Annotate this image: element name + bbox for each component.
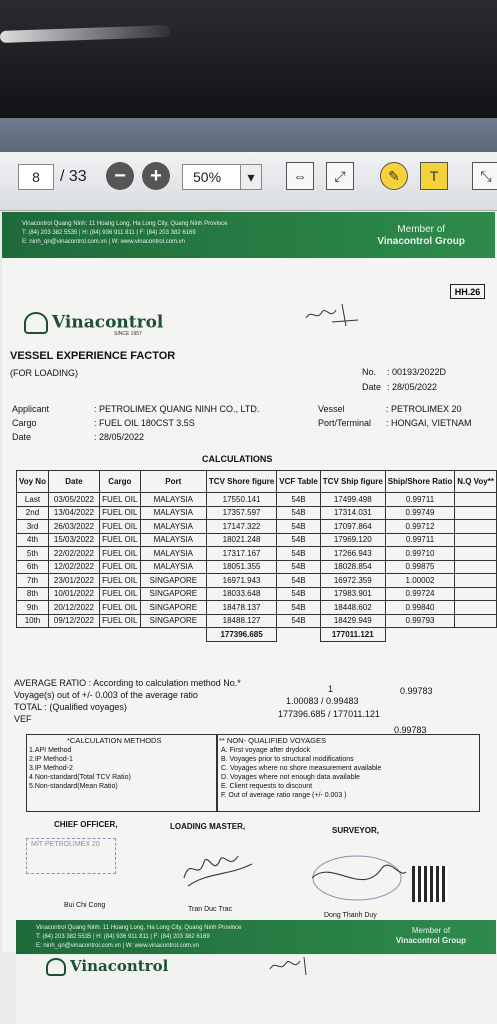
table-cell: FUEL OIL — [99, 520, 140, 534]
calculations-table — [16, 470, 497, 642]
table-cell: 54B — [277, 533, 321, 547]
table-row — [17, 614, 497, 628]
total-ship-cell: 177011.121 — [320, 628, 385, 642]
table-cell: 0.99711 — [385, 533, 454, 547]
table-cell: FUEL OIL — [99, 587, 140, 601]
vef-label: VEF — [14, 714, 32, 724]
loading-master-label: LOADING MASTER, — [170, 822, 246, 831]
table-cell: 0.99749 — [385, 506, 454, 520]
table-cell: 18488.127 — [206, 614, 276, 628]
table-cell — [455, 587, 497, 601]
table-cell: 16971.943 — [206, 574, 276, 588]
table-cell: SINGAPORE — [140, 587, 206, 601]
header-address: Vinacontrol Quang Ninh: 11 Hoang Long, Ha Long City, Quang Ninh Province — [22, 221, 228, 227]
calculation-methods-box — [26, 734, 218, 812]
expand-icon: ⤡ — [480, 167, 492, 184]
table-cell: 16972.359 — [320, 574, 385, 588]
table-cell: MALAYSIA — [140, 506, 206, 520]
no-value: : 00193/2022D — [387, 367, 447, 377]
table-row — [17, 533, 497, 547]
table-cell: 12/02/2022 — [48, 560, 99, 574]
highlight-button[interactable] — [420, 162, 448, 190]
logo-emblem-icon — [24, 312, 48, 334]
table-cell: FUEL OIL — [99, 574, 140, 588]
table-cell: 18051.355 — [206, 560, 276, 574]
table-cell: 17499.498 — [320, 493, 385, 507]
fit-page-icon: ⇔ — [293, 168, 307, 184]
table-cell — [455, 614, 497, 628]
vinacontrol-logo: Vinacontrol — [24, 312, 163, 334]
footer-member-group: Vinacontrol Group — [395, 936, 466, 945]
table-cell: FUEL OIL — [99, 493, 140, 507]
nonqual-item: B. Voyages prior to structural modifications — [221, 756, 354, 763]
average-method-no: 1 — [328, 684, 334, 694]
method-item: 3.IP Method-2 — [29, 765, 73, 772]
table-cell: FUEL OIL — [99, 506, 140, 520]
table-cell: 17983.901 — [320, 587, 385, 601]
total-shore-cell: 177396.685 — [206, 628, 276, 642]
surveyor-label: SURVEYOR, — [332, 826, 379, 835]
table-cell: FUEL OIL — [99, 614, 140, 628]
method-item: 2.IP Method-1 — [29, 756, 73, 763]
table-cell: 8th — [17, 587, 49, 601]
table-cell: Last — [17, 493, 49, 507]
table-cell: 0.99724 — [385, 587, 454, 601]
method-item: 4.Non-standard(Total TCV Ratio) — [29, 774, 131, 781]
document-code: HH.26 — [450, 284, 485, 299]
minus-icon: − — [114, 164, 126, 187]
table-cell: 22/02/2022 — [48, 547, 99, 561]
table-cell — [48, 628, 99, 642]
table-cell: 9th — [17, 601, 49, 615]
table-cell: 54B — [277, 601, 321, 615]
method-item: 1.API Method — [29, 747, 72, 754]
table-total-row — [17, 628, 497, 642]
text-highlight-icon: T — [429, 168, 439, 184]
column-header: Port — [140, 471, 206, 493]
total-value: 177396.685 / 177011.121 — [278, 709, 380, 719]
cargo-label: Cargo — [12, 418, 37, 428]
table-cell: 7th — [17, 574, 49, 588]
methods-title: *CALCULATION METHODS — [67, 736, 162, 745]
table-cell: 17969.120 — [320, 533, 385, 547]
table-cell: 0.99840 — [385, 601, 454, 615]
port-value: : HONGAI, VIETNAM — [386, 418, 472, 428]
chevron-down-icon: ▾ — [247, 168, 255, 185]
table-cell — [455, 493, 497, 507]
table-cell: 03/05/2022 — [48, 493, 99, 507]
table-cell: 18478.137 — [206, 601, 276, 615]
table-cell: 5th — [17, 547, 49, 561]
nonqual-item: E. Client requests to discount — [221, 783, 313, 790]
comment-icon: ✎ — [388, 167, 400, 184]
table-cell: 17266.943 — [320, 547, 385, 561]
page2-vinacontrol-logo: Vinacontrol — [46, 957, 168, 976]
cargo-value: : FUEL OIL 180CST 3.5S — [94, 418, 195, 428]
table-cell: FUEL OIL — [99, 560, 140, 574]
table-cell: MALAYSIA — [140, 493, 206, 507]
monitor-bezel — [0, 0, 497, 120]
plus-icon: + — [150, 164, 162, 187]
table-cell — [140, 628, 206, 642]
table-cell: 0.99875 — [385, 560, 454, 574]
qr-code-icon — [412, 866, 448, 902]
table-cell: FUEL OIL — [99, 547, 140, 561]
table-cell: 18448.602 — [320, 601, 385, 615]
applicant-value: : PETROLIMEX QUANG NINH CO., LTD. — [94, 404, 260, 414]
chief-officer-name: Bui Chi Cong — [64, 902, 106, 909]
fit-width-button[interactable] — [326, 162, 354, 190]
header-phone: T: (84) 203 382 5535 | H: (84) 936 911 811 | F: (84) 203 382 6169 — [22, 230, 196, 236]
nonqual-title: ** NON- QUALIFIED VOYAGES — [219, 736, 326, 745]
table-cell: 54B — [277, 506, 321, 520]
table-cell: 10th — [17, 614, 49, 628]
date2-label: Date — [12, 432, 32, 442]
table-cell: 54B — [277, 587, 321, 601]
document-title: VESSEL EXPERIENCE FACTOR — [10, 350, 176, 362]
table-cell: 2nd — [17, 506, 49, 520]
column-header: VCF Table — [277, 471, 321, 493]
table-cell: MALAYSIA — [140, 520, 206, 534]
table-cell — [455, 506, 497, 520]
table-cell: 4th — [17, 533, 49, 547]
table-cell — [455, 560, 497, 574]
pdf-toolbar — [0, 152, 497, 211]
table-cell — [17, 628, 49, 642]
table-cell — [99, 628, 140, 642]
no-label: No. — [362, 367, 377, 377]
table-cell: 54B — [277, 560, 321, 574]
table-cell: 23/01/2022 — [48, 574, 99, 588]
header-green-bar — [2, 212, 495, 258]
table-cell: 17314.031 — [320, 506, 385, 520]
average-ratio-label: AVERAGE RATIO : According to calculation method No.* — [14, 678, 241, 688]
column-header: Voy No — [17, 471, 49, 493]
table-cell — [455, 533, 497, 547]
table-row — [17, 493, 497, 507]
page2-logo-emblem-icon — [46, 958, 66, 976]
column-header: Ship/Shore Ratio — [385, 471, 454, 493]
table-cell: SINGAPORE — [140, 601, 206, 615]
nonqual-item: C. Voyages where no shore measurement available — [221, 765, 382, 772]
column-header: Cargo — [99, 471, 140, 493]
table-cell: 0.99712 — [385, 520, 454, 534]
table-cell: 18028.854 — [320, 560, 385, 574]
table-cell: 10/01/2022 — [48, 587, 99, 601]
surveyor-name: Dong Thanh Duy — [324, 912, 377, 919]
page2-initials-signature — [266, 955, 316, 977]
document-page — [2, 212, 497, 952]
date-value: : 28/05/2022 — [387, 382, 438, 392]
table-row — [17, 574, 497, 588]
fit-width-icon: ⤢ — [334, 167, 346, 184]
table-cell: 17550.141 — [206, 493, 276, 507]
total-label: TOTAL : (Qualified voyages) — [14, 702, 127, 712]
port-label: Port/Terminal — [318, 418, 372, 428]
table-cell — [455, 547, 497, 561]
table-cell — [455, 628, 497, 642]
table-cell: FUEL OIL — [99, 601, 140, 615]
zoom-select[interactable]: 50% — [182, 164, 250, 190]
table-cell: 54B — [277, 614, 321, 628]
zoom-in-button[interactable] — [142, 162, 170, 190]
header-email: E: ninh_qn@vinacontrol.com.vn | W: www.vinacontrol.com.vn — [22, 239, 185, 245]
table-cell — [455, 520, 497, 534]
non-qualified-box — [216, 734, 480, 812]
zoom-out-button[interactable] — [106, 162, 134, 190]
fit-page-button[interactable] — [286, 162, 314, 190]
applicant-label: Applicant — [12, 404, 50, 414]
table-cell: 17357.597 — [206, 506, 276, 520]
column-header: Date — [48, 471, 99, 493]
ship-stamp — [26, 838, 116, 874]
date2-value: : 28/05/2022 — [94, 432, 145, 442]
page-total-label: / 33 — [60, 168, 87, 185]
nonqual-item: F. Out of average ratio range (+/- 0.003 ) — [221, 792, 347, 799]
table-cell: 17317.167 — [206, 547, 276, 561]
comment-button[interactable] — [380, 162, 408, 190]
table-cell: 13/04/2022 — [48, 506, 99, 520]
document-subtitle: (FOR LOADING) — [10, 368, 79, 378]
chief-officer-label: CHIEF OFFICER, — [54, 820, 118, 829]
calculations-heading: CALCULATIONS — [202, 454, 273, 464]
nonqual-item: A. First voyage after drydock — [221, 747, 311, 754]
table-cell: 15/03/2022 — [48, 533, 99, 547]
footer-member-of: Member of — [411, 926, 451, 935]
table-cell: 20/12/2022 — [48, 601, 99, 615]
table-cell — [455, 574, 497, 588]
table-cell: 17097.864 — [320, 520, 385, 534]
initials-signature — [302, 300, 362, 330]
table-header-row — [17, 471, 497, 493]
column-header: N.Q Voy** — [455, 471, 497, 493]
table-cell — [277, 628, 321, 642]
table-row — [17, 560, 497, 574]
table-row — [17, 506, 497, 520]
method-item: 5.Non-standard(Mean Ratio) — [29, 783, 118, 790]
logo-since: SINCE 1957 — [114, 331, 142, 337]
table-cell — [385, 628, 454, 642]
nonqual-item: D. Voyages where not enough data available — [221, 774, 360, 781]
table-cell: 54B — [277, 547, 321, 561]
member-of-label: Member of — [397, 224, 446, 235]
table-cell: 0.99710 — [385, 547, 454, 561]
footer-address: Vinacontrol Quang Ninh: 11 Hoang Long, Ha Long City, Quang Ninh Province — [36, 925, 242, 931]
average-ratio-value: 0.99783 — [400, 686, 433, 696]
table-cell: 6th — [17, 560, 49, 574]
table-cell: MALAYSIA — [140, 547, 206, 561]
table-cell: FUEL OIL — [99, 533, 140, 547]
voyages-out-value: 1.00083 / 0.99483 — [286, 696, 359, 706]
table-cell: 09/12/2022 — [48, 614, 99, 628]
table-cell: 54B — [277, 493, 321, 507]
table-cell: 54B — [277, 520, 321, 534]
zoom-dropdown-button[interactable] — [240, 164, 262, 190]
table-cell: 18429.949 — [320, 614, 385, 628]
table-cell: MALAYSIA — [140, 560, 206, 574]
table-row — [17, 547, 497, 561]
table-row — [17, 601, 497, 615]
footer-green-bar — [16, 920, 496, 954]
table-cell: 0.99711 — [385, 493, 454, 507]
footer-email: E: ninh_qn@vinacontrol.com.vn | W: www.vinacontrol.com.vn — [36, 943, 199, 949]
table-cell: 18033.648 — [206, 587, 276, 601]
footer-phone: T: (84) 203 382 5535 | H: (84) 936 911 811 | F: (84) 203 382 6169 — [36, 934, 210, 940]
table-cell: MALAYSIA — [140, 533, 206, 547]
expand-button[interactable] — [472, 162, 497, 190]
loading-master-name: Tran Duc Trac — [188, 906, 233, 913]
member-group-label: Vinacontrol Group — [377, 236, 465, 247]
vef-value: 0.99783 — [394, 725, 427, 735]
table-cell — [455, 601, 497, 615]
date-label: Date — [362, 382, 382, 392]
app-title-bar — [0, 118, 497, 152]
table-cell: 26/03/2022 — [48, 520, 99, 534]
table-row — [17, 520, 497, 534]
page-number-input[interactable]: 8 — [18, 164, 54, 190]
table-cell: 18021.248 — [206, 533, 276, 547]
column-header: TCV Ship figure — [320, 471, 385, 493]
next-document-page — [16, 955, 497, 1024]
table-cell: 17147.322 — [206, 520, 276, 534]
table-cell: SINGAPORE — [140, 574, 206, 588]
table-cell: 1.00002 — [385, 574, 454, 588]
table-cell: 0.99793 — [385, 614, 454, 628]
column-header: TCV Shore figure — [206, 471, 276, 493]
table-cell: 3rd — [17, 520, 49, 534]
table-cell: SINGAPORE — [140, 614, 206, 628]
table-cell: 54B — [277, 574, 321, 588]
vessel-label: Vessel — [318, 404, 345, 414]
vessel-value: : PETROLIMEX 20 — [386, 404, 462, 414]
table-row — [17, 587, 497, 601]
stamp-text: M/T PETROLIMEX 20 — [31, 841, 100, 848]
voyages-out-label: Voyage(s) out of +/- 0.003 of the average ratio — [14, 690, 198, 700]
loading-master-signature — [178, 842, 258, 892]
surveyor-signature — [302, 848, 412, 908]
